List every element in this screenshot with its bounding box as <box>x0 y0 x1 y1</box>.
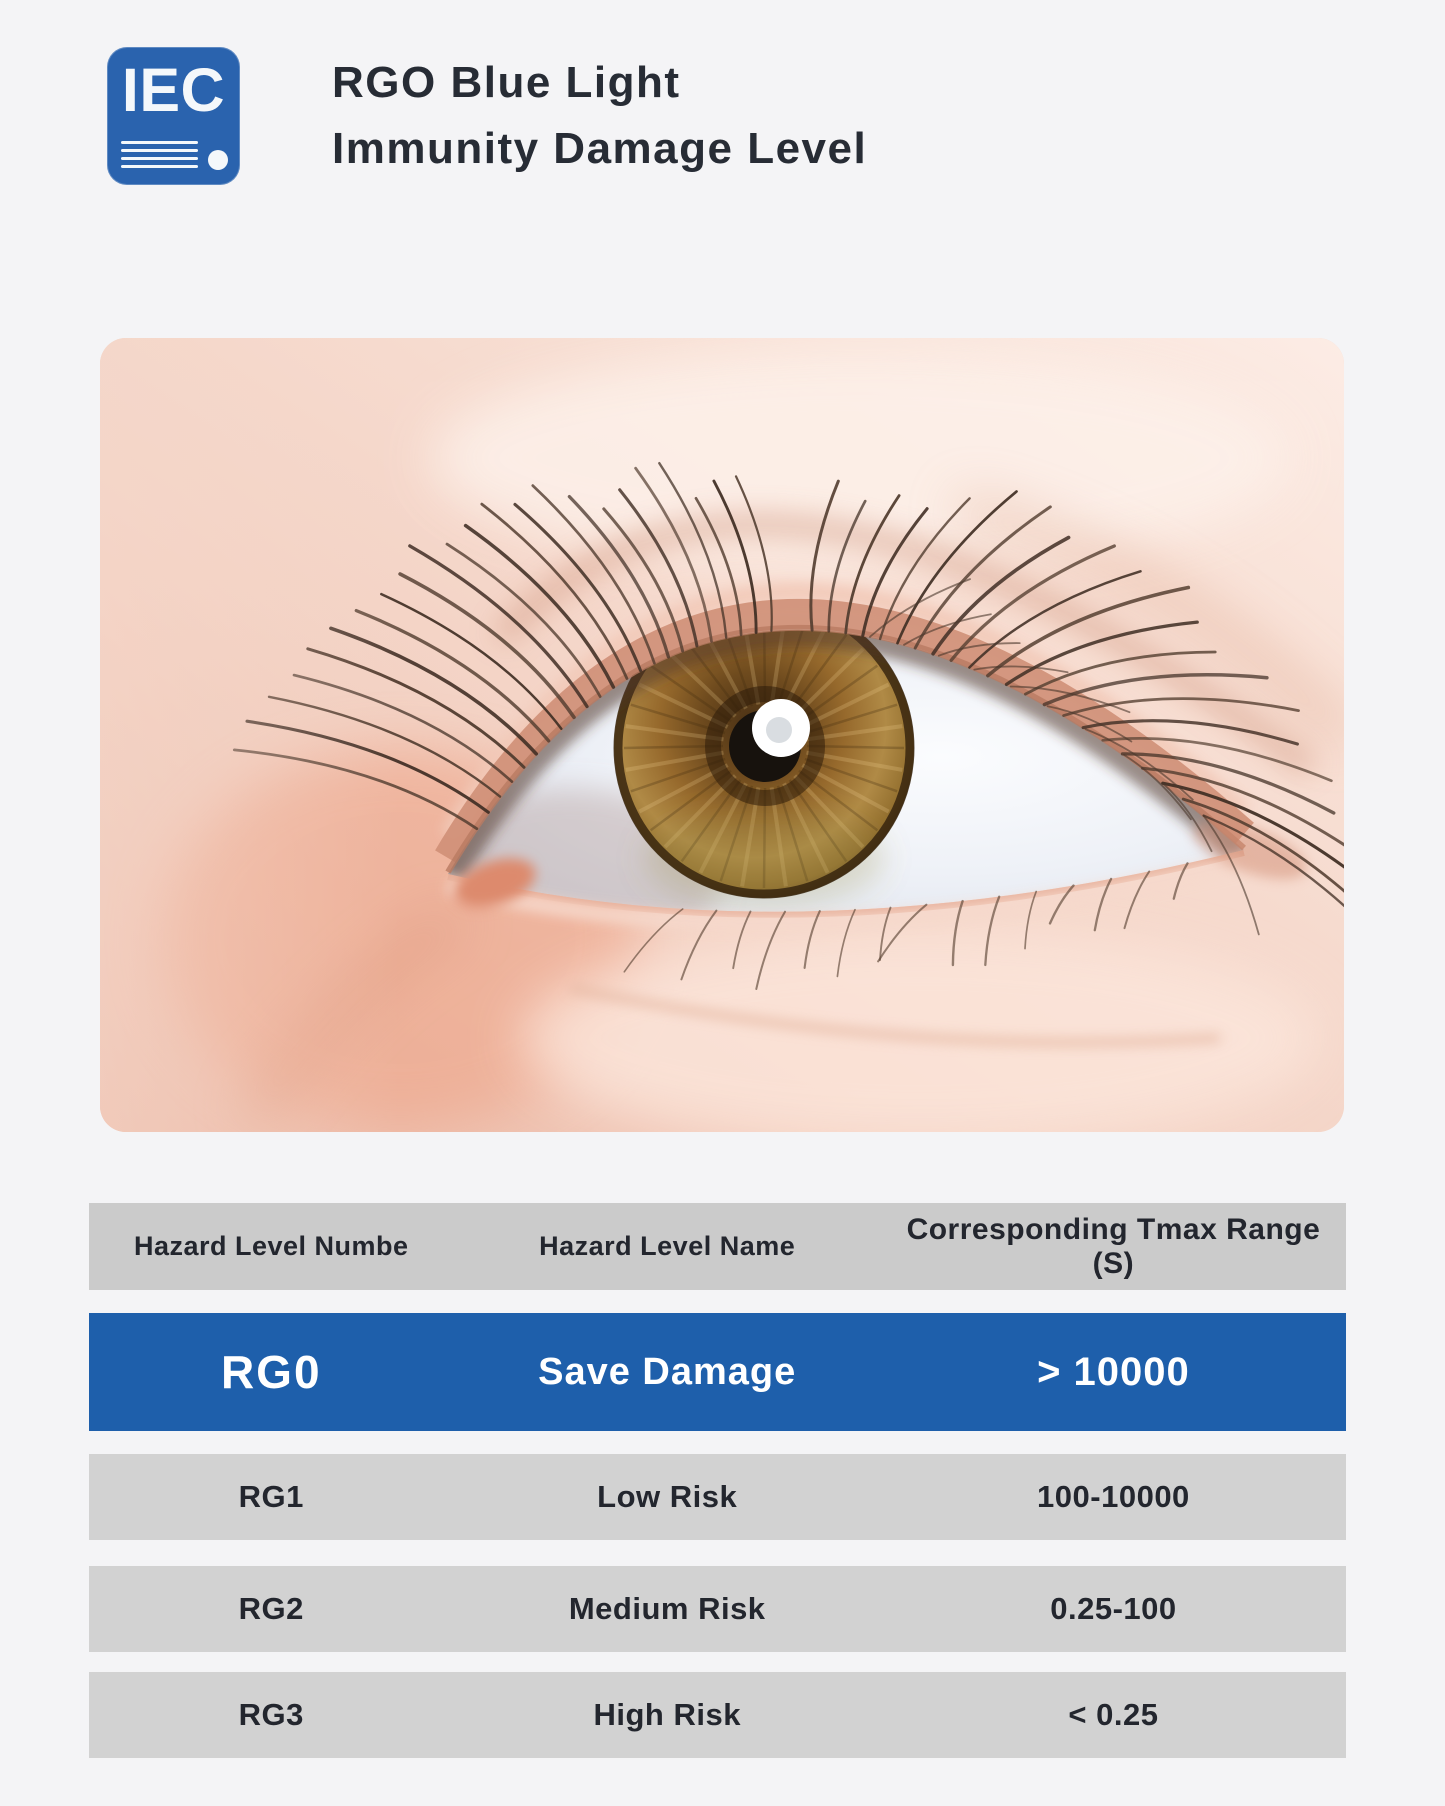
cell-tmax-range: 100-10000 <box>1037 1479 1190 1514</box>
cell-tmax-range: < 0.25 <box>1068 1697 1159 1732</box>
table-row-rg2 <box>89 1566 1346 1652</box>
iec-logo <box>107 47 240 185</box>
cell-hazard-number: RG1 <box>238 1479 304 1514</box>
header-hazard-number: Hazard Level Numbe <box>133 1231 409 1261</box>
cell-hazard-number: RG3 <box>238 1697 304 1732</box>
table-row-rg3 <box>89 1672 1346 1758</box>
cell-tmax-range: > 10000 <box>1037 1349 1190 1394</box>
cell-tmax-range: 0.25-100 <box>1050 1591 1177 1626</box>
page-title-line1: RGO Blue Light <box>332 58 681 107</box>
iec-logo-lines-icon <box>121 136 198 168</box>
header-hazard-name: Hazard Level Name <box>539 1231 796 1261</box>
eye-closeup-illustration <box>100 338 1344 1132</box>
cell-hazard-number: RG0 <box>220 1346 322 1398</box>
table-row-rg1 <box>89 1454 1346 1540</box>
table-header-row <box>89 1203 1346 1290</box>
cell-hazard-number: RG2 <box>238 1591 304 1626</box>
cell-hazard-name: Medium Risk <box>568 1591 766 1626</box>
cell-hazard-name: Low Risk <box>597 1479 738 1514</box>
table-row-rg0-highlighted <box>89 1313 1346 1431</box>
header-tmax-range: Corresponding Tmax Range (S) <box>906 1212 1321 1280</box>
eye-closeup-photo <box>100 338 1344 1132</box>
iec-logo-dot-icon <box>208 150 228 170</box>
cell-hazard-name: Save Damage <box>538 1350 797 1393</box>
page-title-line2: Immunity Damage Level <box>332 124 868 173</box>
page-title <box>332 50 867 182</box>
iec-logo-text: IEC <box>121 56 226 124</box>
cell-hazard-name: High Risk <box>593 1697 741 1732</box>
